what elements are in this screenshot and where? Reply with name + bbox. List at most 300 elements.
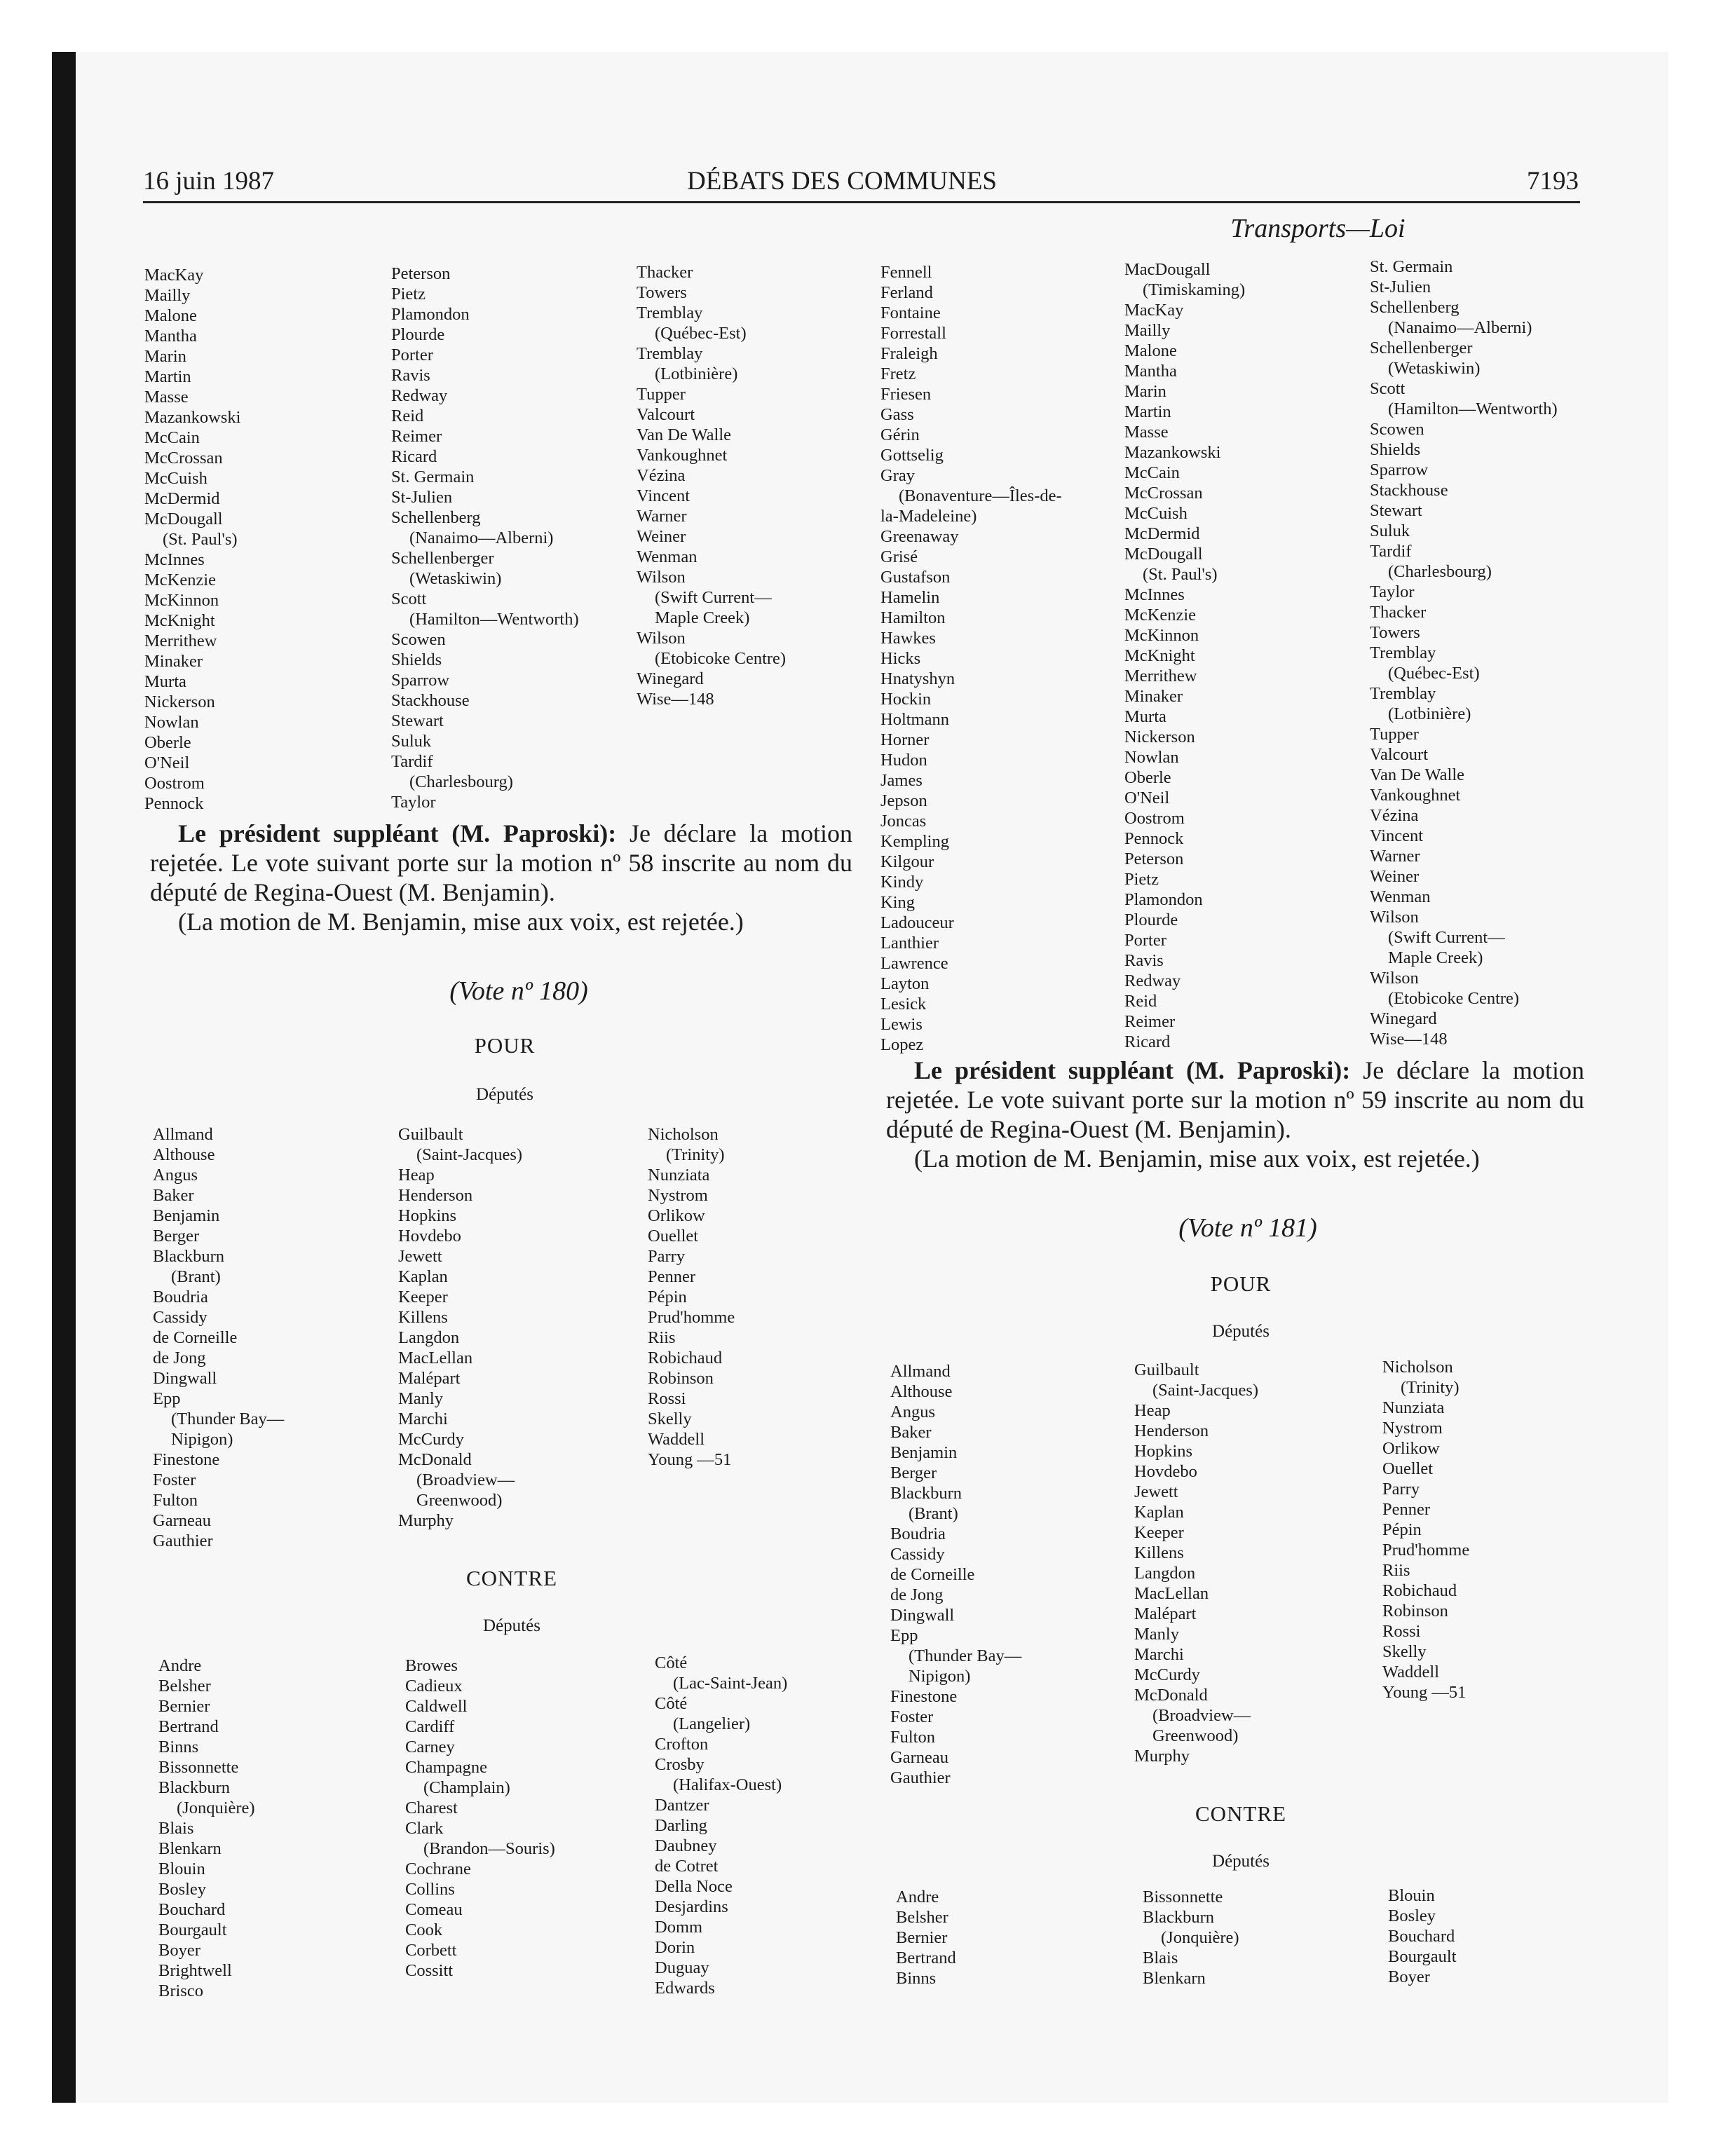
member-name: Masse	[144, 388, 189, 407]
vote-180-contre-col1	[158, 1656, 255, 2001]
member-name: Shields	[391, 650, 442, 669]
member-name: Vankoughnet	[1370, 786, 1461, 805]
member-name: Prud'homme	[1382, 1541, 1470, 1560]
member-name: Binns	[158, 1738, 199, 1756]
vote-180-pour-col2	[398, 1124, 522, 1531]
member-name: Keeper	[1134, 1523, 1184, 1542]
member-name: McCuish	[1124, 504, 1188, 523]
member-name: Mantha	[1124, 362, 1177, 381]
member-name: Marchi	[1134, 1645, 1184, 1664]
vote-181-contre-heading: CONTRE	[1195, 1801, 1286, 1826]
member-name: Manly	[1134, 1625, 1179, 1644]
member-name: Guilbault	[1134, 1360, 1199, 1379]
member-name: Scowen	[1370, 420, 1424, 439]
member-name: Waddell	[1382, 1663, 1440, 1681]
member-name: Andre	[896, 1888, 939, 1906]
member-name: Mazankowski	[1124, 443, 1221, 462]
member-name: Pennock	[144, 794, 204, 813]
member-name: Sparrow	[391, 671, 450, 690]
member-name: Crosby	[655, 1755, 705, 1774]
member-name: McKenzie	[144, 571, 217, 589]
member-name: James	[880, 771, 923, 790]
member-name: Oostrom	[144, 774, 205, 793]
member-name: Dingwall	[890, 1606, 955, 1625]
member-name: Darling	[655, 1816, 707, 1835]
member-name: Shields	[1370, 440, 1421, 459]
header-page-number: 7193	[1527, 167, 1579, 196]
member-name: Hovdebo	[398, 1227, 461, 1246]
member-name: Côté	[655, 1653, 688, 1672]
vote-181-pour-col3	[1382, 1357, 1469, 1703]
vote-180-contre-heading: CONTRE	[466, 1566, 557, 1590]
member-name: Cossitt	[405, 1961, 454, 1980]
member-name: McKnight	[144, 611, 215, 630]
member-name: Lesick	[880, 995, 927, 1014]
member-name: O'Neil	[1124, 789, 1170, 807]
member-name: Greenaway	[880, 527, 959, 546]
member-name: Edwards	[655, 1979, 715, 1998]
member-name: Carney	[405, 1738, 455, 1756]
member-name: Murphy	[398, 1511, 454, 1530]
member-name: Bertrand	[158, 1717, 219, 1736]
member-name: Côté	[655, 1694, 688, 1713]
member-name: (Nanaimo—Alberni)	[409, 528, 554, 547]
member-name: Blackburn	[153, 1247, 225, 1266]
member-name: Guilbault	[398, 1125, 463, 1144]
member-name: (Thunder Bay—	[909, 1646, 1022, 1665]
member-name: Riis	[1382, 1561, 1410, 1580]
member-name: Rossi	[648, 1389, 686, 1408]
member-name: Winegard	[637, 669, 704, 688]
member-name: Taylor	[1370, 582, 1415, 601]
member-name: St. Germain	[391, 468, 475, 486]
member-name: Ravis	[1124, 951, 1164, 970]
member-name: Lanthier	[880, 934, 939, 953]
member-name: Epp	[890, 1626, 918, 1645]
member-name: (Québec-Est)	[1388, 664, 1480, 683]
member-name: Blackburn	[158, 1778, 231, 1797]
member-name: Foster	[890, 1707, 934, 1726]
member-name: Caldwell	[405, 1697, 468, 1716]
block2-col1	[880, 262, 1062, 1055]
member-name: (Wetaskiwin)	[1388, 359, 1481, 378]
member-name: (Brandon—Souris)	[423, 1839, 555, 1858]
member-name: Boudria	[153, 1288, 208, 1306]
vote-181-contre-col3	[1388, 1885, 1457, 1987]
member-name: Pennock	[1124, 829, 1184, 848]
member-name: Van De Walle	[637, 425, 732, 444]
member-name: Tremblay	[1370, 643, 1436, 662]
member-name: Nicholson	[648, 1125, 719, 1144]
member-name: Wilson	[1370, 969, 1419, 988]
member-name: Blackburn	[1143, 1908, 1215, 1927]
member-name: Finestone	[890, 1687, 958, 1706]
member-name: Hovdebo	[1134, 1462, 1197, 1481]
motion-result: (La motion de M. Benjamin, mise aux voix, est rejetée.)	[914, 1145, 1480, 1173]
member-name: Oberle	[144, 733, 191, 752]
member-name: Greenwood)	[416, 1491, 503, 1510]
member-name: King	[880, 893, 915, 912]
member-name: (Halifax-Ouest)	[673, 1775, 782, 1794]
member-name: Schellenberger	[1370, 339, 1473, 357]
member-name: (Swift Current—	[1388, 928, 1505, 947]
member-name: Ouellet	[1382, 1459, 1434, 1478]
member-name: Hnatyshyn	[880, 669, 955, 688]
member-name: Young —51	[648, 1450, 732, 1469]
member-name: Martin	[1124, 402, 1171, 421]
member-name: McCurdy	[1134, 1665, 1200, 1684]
member-name: Hopkins	[398, 1206, 457, 1225]
member-name: Redway	[1124, 971, 1181, 990]
member-name: Suluk	[391, 732, 432, 751]
member-name: Cardiff	[405, 1717, 455, 1736]
member-name: Masse	[1124, 423, 1169, 442]
member-name: Della Noce	[655, 1877, 733, 1896]
member-name: Ricard	[1124, 1032, 1171, 1051]
vote-180-pour-heading: POUR	[474, 1033, 536, 1058]
member-name: Schellenberg	[391, 508, 481, 527]
member-name: MacLellan	[398, 1349, 473, 1367]
member-name: Daubney	[655, 1836, 717, 1855]
member-name: McInnes	[1124, 585, 1185, 604]
member-name: Cadieux	[405, 1677, 463, 1696]
member-name: Hockin	[880, 690, 932, 709]
member-name: Oberle	[1124, 768, 1171, 787]
member-name: Minaker	[144, 652, 203, 671]
member-name: McKinnon	[144, 591, 219, 610]
member-name: Murphy	[1134, 1747, 1190, 1766]
member-name: Thacker	[637, 263, 693, 282]
member-name: de Cotret	[655, 1857, 719, 1876]
member-name: Minaker	[1124, 687, 1183, 706]
member-name: Brisco	[158, 1981, 203, 2000]
member-name: (Saint-Jacques)	[416, 1145, 523, 1164]
member-name: (Hamilton—Wentworth)	[1388, 400, 1558, 418]
member-name: Henderson	[398, 1186, 473, 1205]
member-name: Merrithew	[1124, 667, 1197, 685]
member-name: Bernier	[158, 1697, 210, 1716]
member-name: Blenkarn	[158, 1839, 222, 1858]
member-name: MacDougall	[1124, 260, 1211, 279]
member-name: (Lotbinière)	[1388, 704, 1471, 723]
member-name: Valcourt	[637, 405, 695, 424]
member-name: Epp	[153, 1389, 181, 1408]
member-name: Towers	[1370, 623, 1420, 642]
member-name: McDermid	[144, 489, 220, 508]
member-name: (Broadview—	[416, 1471, 515, 1489]
member-name: (Bonaventure—Îles-de-	[899, 486, 1062, 505]
member-name: Malépart	[398, 1369, 461, 1388]
member-name: Skelly	[1382, 1642, 1427, 1661]
member-name: Bourgault	[158, 1920, 227, 1939]
member-name: Schellenberg	[1370, 298, 1460, 317]
member-name: (Charlesbourg)	[1388, 562, 1492, 581]
member-name: de Jong	[153, 1349, 206, 1367]
member-name: Friesen	[880, 385, 932, 404]
member-name: Ouellet	[648, 1227, 699, 1246]
member-name: Nipigon)	[171, 1430, 233, 1449]
member-name: Grisé	[880, 547, 918, 566]
member-name: Kilgour	[880, 852, 934, 871]
member-name: Rossi	[1382, 1622, 1421, 1641]
member-name: Andre	[158, 1656, 202, 1675]
member-name: Prud'homme	[648, 1308, 735, 1327]
member-name: McKenzie	[1124, 606, 1197, 625]
member-name: Oostrom	[1124, 809, 1185, 828]
member-name: Riis	[648, 1328, 676, 1347]
member-name: Merrithew	[144, 632, 217, 650]
vote-181-contre-col1	[896, 1887, 956, 1988]
block2-col2	[1124, 259, 1245, 1052]
member-name: Bosley	[158, 1880, 207, 1899]
member-name: Warner	[1370, 847, 1420, 866]
member-name: St. Germain	[1370, 257, 1453, 276]
member-name: (Brant)	[909, 1504, 958, 1523]
member-name: Marin	[144, 347, 186, 366]
member-name: Bissonnette	[1143, 1888, 1223, 1906]
member-name: Gustafson	[880, 568, 951, 587]
member-name: Hudon	[880, 751, 927, 770]
member-name: Pietz	[1124, 870, 1159, 889]
vote-180-pour-col1	[153, 1124, 284, 1551]
member-name: Joncas	[880, 812, 927, 831]
member-name: Nowlan	[1124, 748, 1179, 767]
member-name: Lawrence	[880, 954, 948, 973]
member-name: Althouse	[890, 1382, 953, 1401]
member-name: Dorin	[655, 1938, 695, 1957]
member-name: McCrossan	[144, 449, 223, 468]
member-name: Baker	[153, 1186, 194, 1205]
block1-col2	[391, 264, 579, 812]
member-name: Jepson	[880, 791, 927, 810]
member-name: Porter	[391, 346, 433, 364]
block1-col3	[637, 262, 786, 709]
member-name: Duguay	[655, 1958, 709, 1977]
member-name: Scott	[1370, 379, 1406, 398]
member-name: Vézina	[1370, 806, 1419, 825]
member-name: Kaplan	[398, 1267, 448, 1286]
member-name: Warner	[637, 507, 687, 526]
member-name: Langdon	[398, 1328, 460, 1347]
member-name: Maple Creek)	[655, 608, 750, 627]
member-name: Lopez	[880, 1035, 924, 1054]
member-name: (Broadview—	[1152, 1706, 1251, 1725]
member-name: (Brant)	[171, 1267, 221, 1286]
member-name: Nowlan	[144, 713, 199, 732]
member-name: Tremblay	[637, 303, 703, 322]
speaker-paragraph-1	[150, 819, 852, 936]
member-name: Nickerson	[1124, 728, 1195, 746]
block1-col1	[144, 265, 240, 814]
member-name: Redway	[391, 386, 448, 405]
member-name: Stewart	[391, 711, 444, 730]
member-name: Wilson	[637, 568, 686, 587]
member-name: Horner	[880, 730, 930, 749]
member-name: Binns	[896, 1969, 937, 1988]
vote-181-contre-col2	[1143, 1887, 1239, 1988]
member-name: Nickerson	[144, 692, 215, 711]
member-name: Fraleigh	[880, 344, 938, 363]
scan-binding-edge	[52, 52, 76, 2103]
member-name: (Trinity)	[1401, 1378, 1460, 1397]
member-name: McDonald	[398, 1450, 472, 1469]
member-name: McDonald	[1134, 1686, 1208, 1705]
member-name: Comeau	[405, 1900, 463, 1919]
member-name: Boyer	[158, 1941, 200, 1960]
header-date: 16 juin 1987	[143, 167, 275, 196]
member-name: Collins	[405, 1880, 455, 1899]
member-name: Van De Walle	[1370, 765, 1465, 784]
member-name: McCrossan	[1124, 484, 1203, 503]
member-name: Blais	[158, 1819, 194, 1838]
member-name: Porter	[1124, 931, 1166, 950]
member-name: Foster	[153, 1471, 196, 1489]
member-name: Penner	[648, 1267, 696, 1286]
vote-181-pour-col1	[890, 1361, 1021, 1788]
member-name: Blais	[1143, 1949, 1178, 1967]
vote-181-title: (Vote nº 181)	[1178, 1213, 1317, 1243]
member-name: Gottselig	[880, 446, 944, 465]
member-name: Vincent	[637, 486, 690, 505]
member-name: McCurdy	[398, 1430, 464, 1449]
member-name: Scott	[391, 589, 427, 608]
vote-180-contre-col2	[405, 1656, 555, 1981]
member-name: Blenkarn	[1143, 1969, 1206, 1988]
member-name: Belsher	[158, 1677, 211, 1696]
member-name: Mailly	[144, 286, 191, 305]
member-name: (Lotbinière)	[655, 364, 738, 383]
member-name: (Nanaimo—Alberni)	[1388, 318, 1532, 337]
member-name: Hamelin	[880, 588, 940, 607]
vote-181-pour-heading: POUR	[1210, 1271, 1272, 1296]
member-name: Wise—148	[1370, 1030, 1448, 1049]
vote-180-contre-col3	[655, 1653, 787, 1998]
member-name: (Trinity)	[666, 1145, 725, 1164]
member-name: Stackhouse	[1370, 481, 1448, 500]
member-name: Browes	[405, 1656, 458, 1675]
member-name: Ravis	[391, 366, 430, 385]
member-name: Hamilton	[880, 608, 946, 627]
member-name: McKinnon	[1124, 626, 1199, 645]
member-name: Gass	[880, 405, 914, 424]
member-name: Valcourt	[1370, 745, 1428, 764]
member-name: Belsher	[896, 1908, 948, 1927]
member-name: Finestone	[153, 1450, 220, 1469]
member-name: McDougall	[144, 510, 223, 528]
member-name: Stackhouse	[391, 691, 470, 710]
member-name: Holtmann	[880, 710, 949, 729]
member-name: (Saint-Jacques)	[1152, 1381, 1259, 1400]
member-name: Boyer	[1388, 1967, 1430, 1986]
member-name: Cochrane	[405, 1860, 471, 1878]
member-name: Pépin	[648, 1288, 687, 1306]
member-name: St-Julien	[391, 488, 453, 507]
member-name: Althouse	[153, 1145, 215, 1164]
member-name: Clark	[405, 1819, 444, 1838]
vote-181-contre-deputes: Députés	[1212, 1852, 1270, 1871]
member-name: Angus	[890, 1403, 935, 1421]
speaker-name: Le président suppléant (M. Paproski):	[914, 1056, 1351, 1084]
member-name: MacKay	[1124, 301, 1184, 320]
member-name: Plamondon	[391, 305, 470, 324]
motion-result: (La motion de M. Benjamin, mise aux voix, est rejetée.)	[178, 908, 744, 936]
member-name: Allmand	[890, 1362, 951, 1381]
member-name: (Thunder Bay—	[171, 1410, 285, 1428]
member-name: Parry	[1382, 1480, 1420, 1499]
member-name: (Charlesbourg)	[409, 772, 513, 791]
member-name: Blouin	[1388, 1886, 1435, 1905]
member-name: Parry	[648, 1247, 686, 1266]
member-name: Dingwall	[153, 1369, 217, 1388]
member-name: Nystrom	[1382, 1419, 1443, 1438]
member-name: de Jong	[890, 1585, 944, 1604]
member-name: Pépin	[1382, 1520, 1422, 1539]
member-name: Robinson	[648, 1369, 714, 1388]
member-name: Gérin	[880, 425, 920, 444]
member-name: Fontaine	[880, 303, 941, 322]
member-name: Garneau	[890, 1748, 948, 1767]
member-name: Malépart	[1134, 1604, 1197, 1623]
member-name: (Wetaskiwin)	[409, 569, 502, 588]
member-name: Allmand	[153, 1125, 213, 1144]
member-name: Peterson	[391, 264, 451, 283]
member-name: Charest	[405, 1799, 458, 1817]
member-name: Plamondon	[1124, 890, 1203, 909]
member-name: Ladouceur	[880, 913, 954, 932]
member-name: Reid	[1124, 992, 1157, 1011]
member-name: Killens	[1134, 1543, 1184, 1562]
member-name: Hopkins	[1134, 1442, 1193, 1461]
member-name: Gauthier	[153, 1531, 213, 1550]
vote-180-pour-col3	[648, 1124, 735, 1470]
member-name: (Etobicoke Centre)	[1388, 989, 1520, 1008]
block2-col3	[1370, 257, 1558, 1049]
member-name: Blackburn	[890, 1484, 962, 1503]
member-name: Cassidy	[153, 1308, 207, 1327]
paragraph-text: Je déclare la motion rejetée. Le vote suivant porte sur la motion nº 58 inscrite au nom du député de Regina-Ouest (M. Benjamin).	[150, 819, 852, 906]
member-name: Robinson	[1382, 1602, 1448, 1621]
member-name: Plourde	[391, 325, 445, 344]
paragraph-text: Je déclare la motion rejetée. Le vote suivant porte sur la motion nº 59 inscrite au nom du député de Regina-Ouest (M. Benjamin).	[886, 1056, 1584, 1143]
member-name: McKnight	[1124, 646, 1195, 665]
member-name: Robichaud	[1382, 1581, 1457, 1600]
member-name: McCain	[1124, 463, 1180, 482]
member-name: Fretz	[880, 364, 916, 383]
member-name: Kempling	[880, 832, 949, 851]
vote-180-contre-deputes: Députés	[483, 1616, 540, 1635]
member-name: Mailly	[1124, 321, 1171, 340]
member-name: Benjamin	[890, 1443, 958, 1462]
member-name: Berger	[153, 1227, 200, 1246]
member-name: McDougall	[1124, 545, 1203, 564]
member-name: Vézina	[637, 466, 686, 485]
vote-180-title: (Vote nº 180)	[449, 976, 588, 1006]
member-name: Nicholson	[1382, 1358, 1453, 1377]
member-name: (Hamilton—Wentworth)	[409, 610, 579, 629]
member-name: Nipigon)	[909, 1667, 971, 1686]
member-name: Weiner	[637, 527, 686, 546]
member-name: Suluk	[1370, 521, 1410, 540]
member-name: Tupper	[637, 385, 686, 404]
member-name: Tardif	[1370, 542, 1412, 561]
member-name: Bissonnette	[158, 1758, 239, 1777]
member-name: Nystrom	[648, 1186, 708, 1205]
member-name: Heap	[1134, 1401, 1171, 1420]
member-name: Bouchard	[1388, 1927, 1455, 1946]
member-name: Reimer	[1124, 1012, 1176, 1031]
member-name: Sparrow	[1370, 460, 1429, 479]
member-name: Bernier	[896, 1928, 948, 1947]
